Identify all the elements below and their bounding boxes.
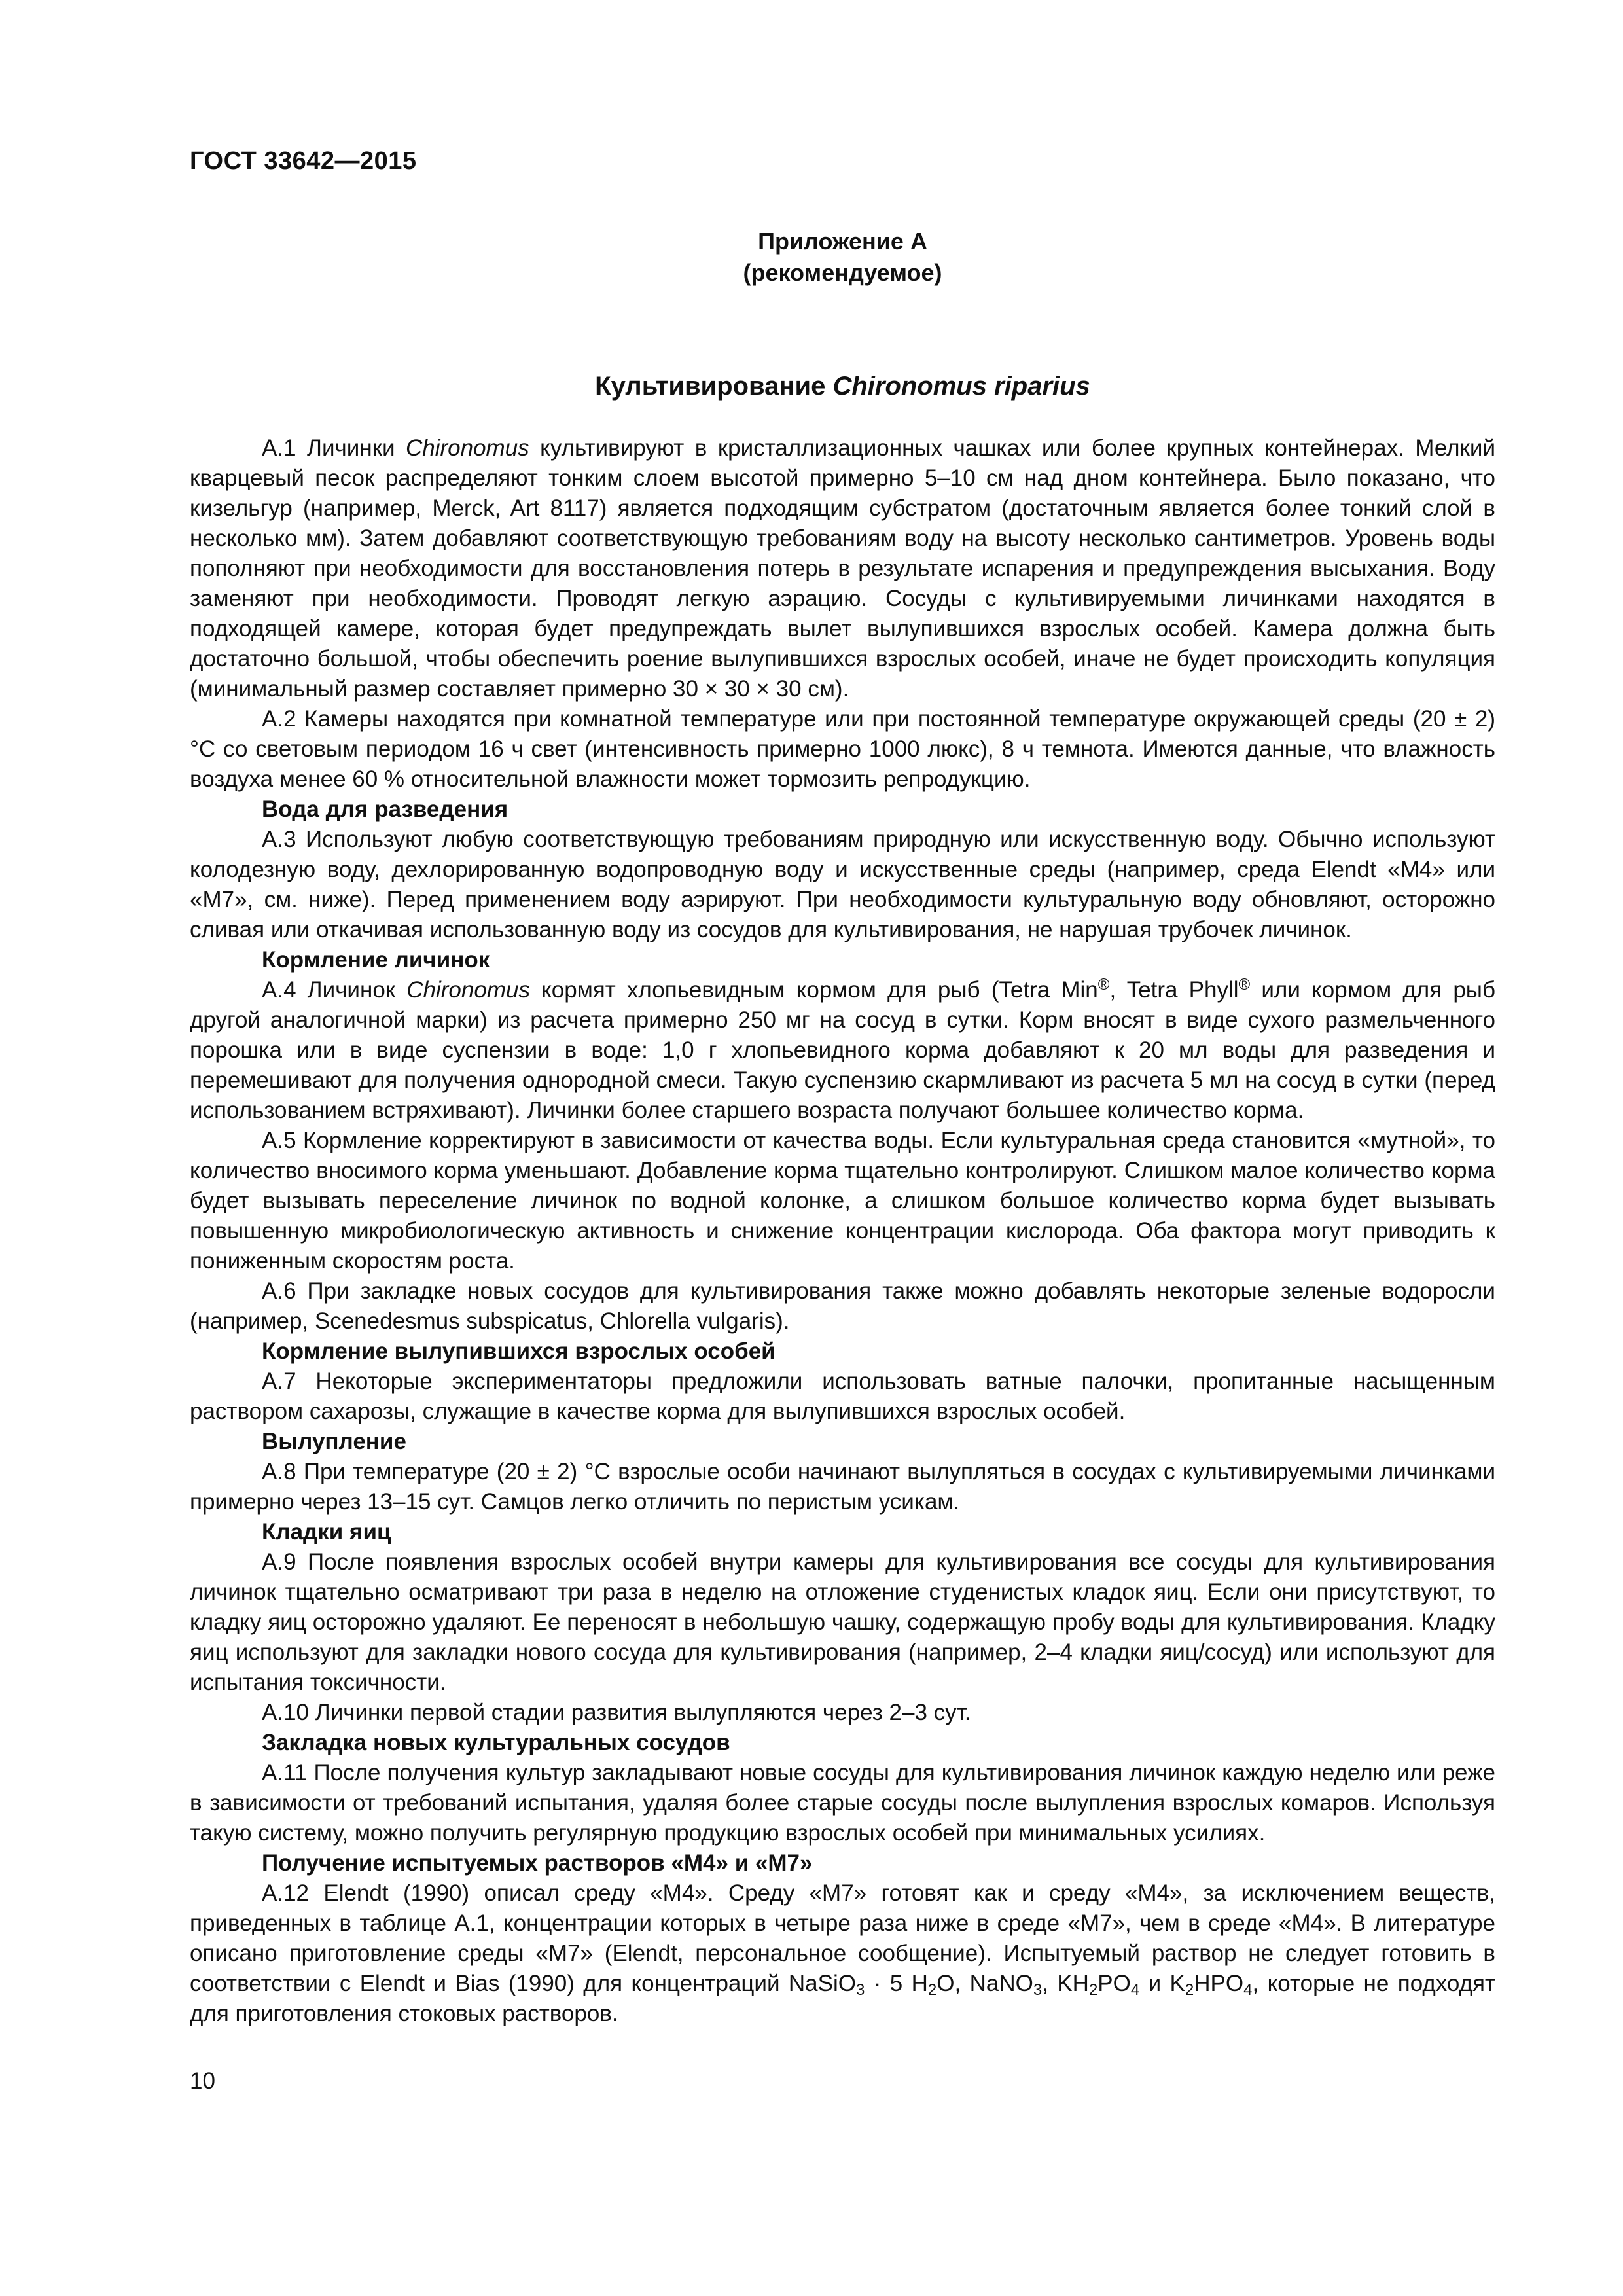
paragraph-a5: А.5 Кормление корректируют в зависимости от качества воды. Если культуральная среда становится «мутной», то количество вносимого корма уменьшают. Добавление корма тщательно контролируют. Слишком малое количество корма будет вызывать переселение личинок по водной колонке, а слишком большое количество корма будет вызывать повышенную микробиологическую активность и снижение концентрации кислорода. Оба фактора могут приводить к пониженным скоростям роста. bbox=[190, 1128, 1495, 1274]
annex-title: Приложение А bbox=[758, 228, 927, 255]
a12-text4: , KH bbox=[1042, 1971, 1089, 1996]
registered-mark: ® bbox=[1238, 976, 1251, 994]
annex-status: (рекомендуемое) bbox=[743, 259, 942, 286]
subheading-hatching: Вылупление bbox=[262, 1429, 406, 1454]
paragraph-a6: А.6 При закладке новых сосудов для культивирования также можно добавлять некоторые зеленые водоросли (например, Scenedesmus subspicatus, Chlorella vulgaris). bbox=[190, 1278, 1495, 1334]
paragraph-a1 bbox=[190, 433, 1495, 704]
subheading-adult-feeding: Кормление вылупившихся взрослых особей bbox=[262, 1338, 776, 1364]
paragraph-a4 bbox=[190, 975, 1495, 1126]
heading-prefix: Культивирование bbox=[595, 372, 833, 401]
subheading-egg-masses: Кладки яиц bbox=[262, 1519, 391, 1545]
subscript: 3 bbox=[1033, 1981, 1043, 1999]
paragraph-a10: А.10 Личинки первой стадии развития вылупляются через 2–3 сут. bbox=[262, 1700, 971, 1725]
a1-species: Chironomus bbox=[405, 435, 529, 461]
paragraph-a11: А.11 После получения культур закладывают новые сосуды для культивирования личинок каждую неделю или реже в зависимости от требований испытания, удаляя более старые сосуды после вылупления взрослых комаров. Используя такую систему, можно получить регулярную продукцию взрослых особей при минимальных усилиях. bbox=[190, 1760, 1495, 1846]
a12-text6: и K bbox=[1139, 1971, 1185, 1996]
a4-text1: кормят хлопьевидным кормом для рыб (Tetra Min bbox=[529, 977, 1098, 1003]
subscript: 2 bbox=[1185, 1981, 1194, 1999]
a12-text1: А.12 Elendt (1990) описал среду «М4». Среду «М7» готовят как и среду «М4», за исключением веществ, приведенных в таблице А.1, концентрации которых в четыре раза ниже в среде «М7», чем в среде «М4». В литературе описано приготовление среды «М7» (Elendt, персональное сообщение). Испытуемый раствор не следует готовить в соответствии с Elendt и Bias (1990) для концентраций NaSiO bbox=[190, 1880, 1495, 1996]
paragraph-a9: А.9 После появления взрослых особей внутри камеры для культивирования все сосуды для культивирования личинок тщательно осматривают три раза в неделю на отложение студенистых кладок яиц. Если они присутствуют, то кладку яиц осторожно удаляют. Ее переносят в небольшую чашку, содержащую пробу воды для культивирования. Кладку яиц используют для закладки нового сосуда для культивирования (например, 2–4 кладки яиц/сосуд) или используют для испытания токсичности. bbox=[190, 1549, 1495, 1695]
paragraph-a8: А.8 При температуре (20 ± 2) °С взрослые особи начинают вылупляться в сосудах с культивируемыми личинками примерно через 13–15 сут. Самцов легко отличить по перистым усикам. bbox=[190, 1459, 1495, 1515]
subheading-water: Вода для разведения bbox=[262, 797, 508, 822]
a4-species: Chironomus bbox=[406, 977, 530, 1003]
subheading-feeding: Кормление личинок bbox=[262, 947, 490, 973]
subscript: 2 bbox=[1088, 1981, 1098, 1999]
subscript: 4 bbox=[1243, 1981, 1253, 1999]
paragraph-a3: А.3 Используют любую соответствующую требованиям природную или искусственную воду. Обычно используют колодезную воду, дехлорированную водопроводную воду и искусственные среды (например, среда Elendt «М4» или «М7», см. ниже). Перед применением воду аэрируют. При необходимости культуральную воду обновляют, осторожно сливая или откачивая использованную воду из сосудов для культивирования, не нарушая трубочек личинок. bbox=[190, 827, 1495, 942]
section-heading bbox=[190, 372, 1495, 401]
a12-text3: O, NaNO bbox=[936, 1971, 1033, 1996]
subheading-new-vessels: Закладка новых культуральных сосудов bbox=[262, 1730, 730, 1755]
a1-lead: А.1 Личинки bbox=[262, 435, 406, 461]
subscript: 3 bbox=[856, 1981, 865, 1999]
paragraph-a2: А.2 Камеры находятся при комнатной температуре или при постоянной температуре окружающей среды (20 ± 2) °С со световым периодом 16 ч свет (интенсивность примерно 1000 люкс), 8 ч темнота. Имеются данные, что влажность воздуха менее 60 % относительной влажности может тормозить репродукцию. bbox=[190, 706, 1495, 792]
a12-text5: PO bbox=[1097, 1971, 1131, 1996]
heading-species: Chironomus riparius bbox=[832, 372, 1090, 401]
document-code: ГОСТ 33642—2015 bbox=[190, 147, 417, 175]
a12-text2: · 5 H bbox=[865, 1971, 928, 1996]
registered-mark: ® bbox=[1097, 976, 1110, 994]
subscript: 4 bbox=[1130, 1981, 1140, 1999]
a4-text2: , Tetra Phyll bbox=[1109, 977, 1239, 1003]
a1-text: культивируют в кристаллизационных чашках или более крупных контейнерах. Мелкий кварцевый песок распределяют тонким слоем высотой примерно 5–10 см над дном контейнера. Было показано, что кизельгур (например, Merck, Art 8117) является подходящим субстратом (достаточным является более тонкий слой в несколько мм). Затем добавляют соответствующую требованиям воду на высоту несколько сантиметров. Уровень воды пополняют при необходимости для восстановления потерь в результате испарения и предупреждения высыхания. Воду заменяют при необходимости. Проводят легкую аэрацию. Сосуды с культивируемыми личинками находятся в подходящей камере, которая будет предупреждать вылет вылупившихся взрослых особей. Камера должна быть достаточно большой, чтобы обеспечить роение вылупившихся взрослых особей, иначе не будет происходить копуляция (минимальный размер составляет примерно 30 × 30 × 30 см). bbox=[190, 435, 1495, 702]
paragraph-a7: А.7 Некоторые экспериментаторы предложили использовать ватные палочки, пропитанные насыщенным раствором сахарозы, служащие в качестве корма для вылупившихся взрослых особей. bbox=[190, 1369, 1495, 1424]
subheading-test-solutions: Получение испытуемых растворов «М4» и «М7» bbox=[262, 1850, 813, 1876]
subscript: 2 bbox=[927, 1981, 937, 1999]
a4-lead: А.4 Личинок bbox=[262, 977, 407, 1003]
document-body bbox=[190, 433, 1495, 2029]
a12-text8: , которые не подходят для приготовления стоковых растворов. bbox=[190, 1971, 1496, 2026]
a4-text3: или кормом для рыб другой аналогичной марки) из расчета примерно 250 мг на сосуд в сутки. Корм вносят в виде сухого размельченного порошка или в виде суспензии в воде: 1,0 г хлопьевидного корма добавляют к 20 мл воды для разведения и перемешивают для получения однородной смеси. Такую суспензию скармливают из расчета 5 мл на сосуд в сутки (перед использованием встряхивают). Личинки более старшего возраста получают большее количество корма. bbox=[190, 977, 1495, 1123]
page-number: 10 bbox=[190, 2068, 215, 2094]
a12-text7: HPO bbox=[1194, 1971, 1244, 1996]
paragraph-a12 bbox=[190, 1878, 1495, 2029]
